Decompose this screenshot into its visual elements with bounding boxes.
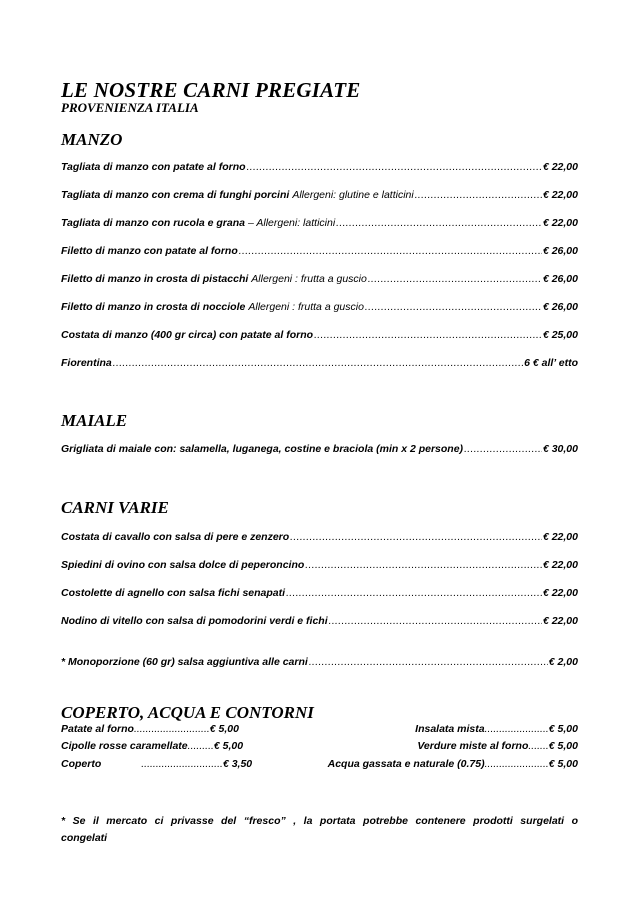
dot-leader: ......... [187,740,214,752]
dot-leader [286,587,542,599]
dot-leader [247,161,542,173]
allergen-note: Allergeni : frutta a guscio [248,301,364,313]
item-price: € 22,00 [542,615,578,627]
side-item [328,758,578,774]
item-name: Spiedini di ovino con salsa dolce di peperoncino [61,559,305,571]
item-price: € 26,00 [542,301,578,313]
allergen-note: Allergeni : frutta a guscio [251,273,367,285]
page-subtitle: PROVENIENZA ITALIA [61,100,199,115]
menu-item [61,531,578,547]
item-price: € 22,00 [542,161,578,173]
section-heading-carni-varie: CARNI VARIE [61,498,169,517]
item-price: € 26,00 [542,245,578,257]
menu-item [61,217,578,233]
item-name: Acqua gassata e naturale (0.75) [327,758,485,770]
side-item [61,740,243,756]
side-item [61,758,252,774]
item-price: € 5,00 [548,723,578,735]
item-price: € 2,00 [548,656,578,668]
dot-leader [415,189,542,201]
item-name: Costata di cavallo con salsa di pere e zenzero [61,531,290,543]
item-name: Fiorentina [61,357,112,369]
side-item [61,723,239,739]
dot-leader [239,245,542,257]
menu-item [61,245,578,261]
dot-leader [329,615,542,627]
item-name: Grigliata di maiale con: salamella, luganega, costine e braciola (min x 2 persone) [61,443,464,455]
menu-item [61,161,578,177]
item-price: € 5,00 [209,723,239,735]
item-price: € 5,00 [213,740,244,752]
menu-item [61,615,578,631]
dot-leader: ...................... [484,758,549,770]
item-name: Filetto di manzo con patate al forno [61,245,238,257]
section-heading-manzo: MANZO [61,130,123,149]
item-price: € 5,00 [548,758,578,770]
page-title: LE NOSTRE CARNI PREGIATE [61,78,361,102]
menu-item [61,443,578,459]
menu-item [61,273,578,289]
side-item [417,740,578,756]
item-name: Tagliata di manzo con rucola e grana [61,217,245,229]
section-heading-maiale: MAIALE [61,411,128,430]
item-name: * Monoporzione (60 gr) salsa aggiuntiva alle carni [61,656,308,668]
item-name: Cipolle rosse caramellate [61,740,188,752]
item-name: Costata di manzo (400 gr circa) con patate al forno [61,329,314,341]
dot-leader [314,329,542,341]
item-name: Tagliata di manzo con crema di funghi porcini [61,189,290,201]
dot-leader [290,531,542,543]
dot-leader [305,559,542,571]
item-price: € 22,00 [542,217,578,229]
item-price: € 5,00 [548,740,578,752]
item-name: Filetto di manzo in crosta di nocciole [61,301,246,313]
dot-leader [336,217,542,229]
menu-item [61,559,578,575]
dot-leader: ....... [528,740,549,752]
item-name: Filetto di manzo in crosta di pistacchi [61,273,249,285]
section-heading-coperto: COPERTO, ACQUA E CONTORNI [61,703,314,722]
item-name: Nodino di vitello con salsa di pomodorini verdi e fichi [61,615,328,627]
item-price: 6 € all’ etto [524,357,578,369]
item-name: Costolette di agnello con salsa fichi senapati [61,587,286,599]
menu-item [61,357,578,373]
menu-item [61,301,578,317]
item-name: Tagliata di manzo con patate al forno [61,161,246,173]
item-price: € 22,00 [542,559,578,571]
menu-item [61,587,578,603]
menu-item-extra-sauce [61,656,578,672]
dot-leader: ............................ [141,758,223,770]
item-price: € 30,00 [542,443,578,455]
item-price: € 22,00 [542,587,578,599]
allergen-note: – Allergeni: latticini [248,217,336,229]
item-price: € 22,00 [542,531,578,543]
dot-leader: ...................... [484,723,549,735]
item-name: Coperto [61,758,102,770]
side-item [415,723,578,739]
item-name: Insalata mista [415,723,485,735]
item-name: Patate al forno [61,723,134,735]
dot-leader [113,357,523,369]
menu-item [61,329,578,345]
item-price: € 26,00 [542,273,578,285]
allergen-note: Allergeni: glutine e latticini [292,189,414,201]
dot-leader [309,656,548,668]
dot-leader [368,273,542,285]
item-name: Verdure miste al forno [417,740,529,752]
dot-leader: .......................... [133,723,210,735]
item-price: € 22,00 [542,189,578,201]
dot-leader [464,443,542,455]
footnote: * Se il mercato ci privasse del “fresco” , la portata potrebbe contenere prodotti surgelati o congelati [61,815,578,844]
item-price: € 25,00 [542,329,578,341]
dot-leader [365,301,542,313]
item-price: € 3,50 [222,758,253,770]
menu-item [61,189,578,205]
